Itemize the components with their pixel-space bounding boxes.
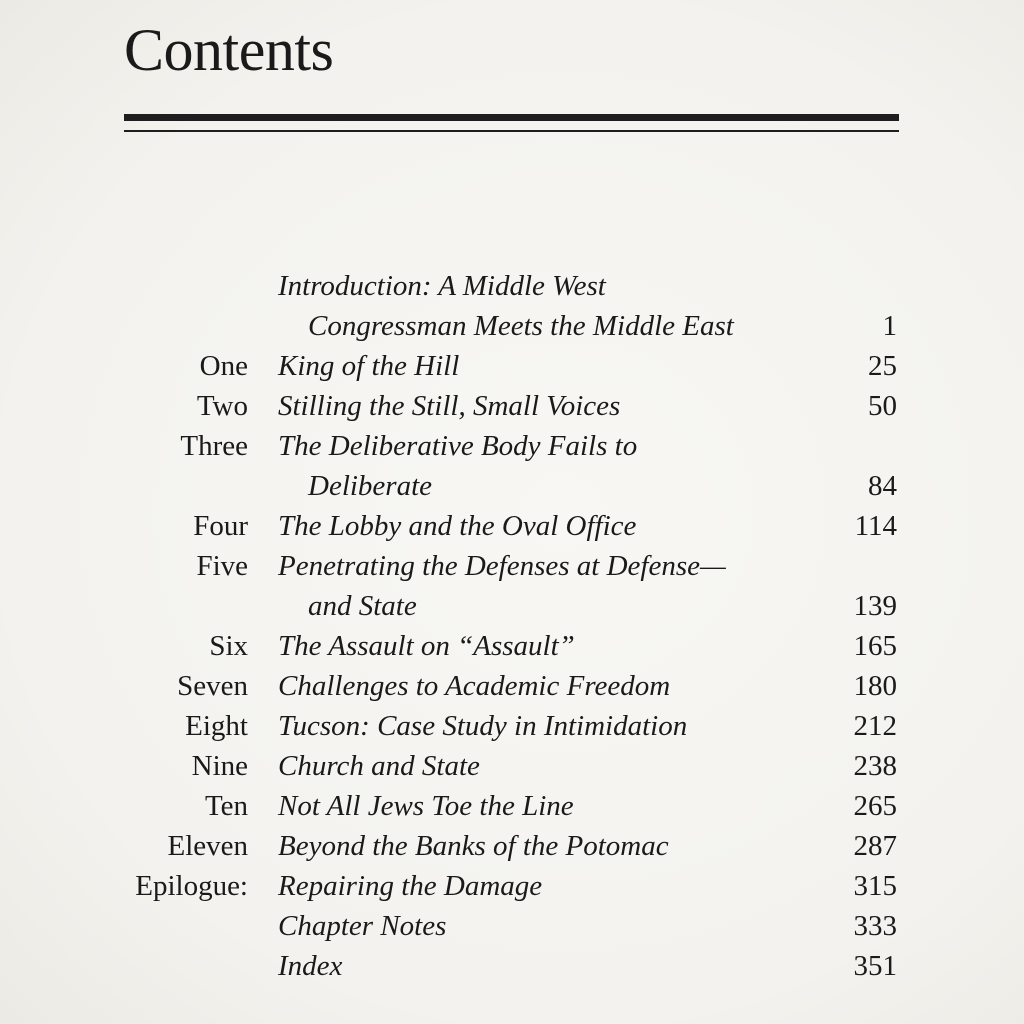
page-number: 25 bbox=[868, 350, 897, 382]
chapter-title bbox=[278, 826, 669, 866]
chapter-label: Five bbox=[196, 550, 248, 582]
toc-entry bbox=[0, 946, 1024, 986]
chapter-label: Epilogue: bbox=[135, 870, 248, 902]
page-number: 315 bbox=[853, 870, 897, 902]
table-of-contents bbox=[0, 266, 1024, 986]
chapter-title-line: Beyond the Banks of the Potomac bbox=[278, 830, 669, 862]
chapter-title-line: Repairing the Damage bbox=[278, 870, 543, 902]
chapter-title-line: Challenges to Academic Freedom bbox=[278, 670, 671, 702]
chapter-title bbox=[278, 346, 459, 386]
page-number: 333 bbox=[853, 910, 897, 942]
toc-entry bbox=[0, 626, 1024, 666]
heading-rule-thick bbox=[124, 114, 899, 121]
chapter-title-line: Tucson: Case Study in Intimidation bbox=[278, 710, 688, 742]
heading-rule-thin bbox=[124, 130, 899, 132]
toc-entry bbox=[0, 266, 1024, 346]
toc-entry bbox=[0, 386, 1024, 426]
chapter-label: One bbox=[199, 350, 248, 382]
page-number: 265 bbox=[853, 790, 897, 822]
chapter-title-continuation: and State bbox=[308, 590, 417, 622]
page-number: 238 bbox=[853, 750, 897, 782]
page-number: 212 bbox=[853, 710, 897, 742]
chapter-label: Three bbox=[180, 430, 248, 462]
page-number: 114 bbox=[854, 510, 897, 542]
page-number: 84 bbox=[868, 470, 897, 502]
toc-entry bbox=[0, 746, 1024, 786]
page-number: 287 bbox=[853, 830, 897, 862]
chapter-label: Four bbox=[193, 510, 248, 542]
chapter-label: Ten bbox=[204, 790, 248, 822]
chapter-title bbox=[278, 506, 636, 546]
page-number: 1 bbox=[882, 310, 897, 342]
chapter-title bbox=[278, 746, 480, 786]
chapter-title bbox=[278, 266, 734, 346]
page-number: 50 bbox=[868, 390, 897, 422]
chapter-title-line: King of the Hill bbox=[278, 350, 460, 382]
chapter-title-line: Introduction: A Middle West bbox=[278, 270, 606, 302]
toc-entry bbox=[0, 666, 1024, 706]
chapter-title bbox=[278, 626, 575, 666]
page-number: 139 bbox=[853, 590, 897, 622]
chapter-title bbox=[278, 946, 342, 986]
toc-entry bbox=[0, 866, 1024, 906]
page-number: 180 bbox=[853, 670, 897, 702]
contents-heading: Contents bbox=[124, 17, 334, 83]
chapter-title-line: The Assault on “Assault” bbox=[278, 630, 575, 662]
toc-entry bbox=[0, 706, 1024, 746]
toc-entry bbox=[0, 506, 1024, 546]
toc-entry bbox=[0, 546, 1024, 626]
toc-entry bbox=[0, 786, 1024, 826]
toc-entry bbox=[0, 826, 1024, 866]
chapter-title-continuation: Congressman Meets the Middle East bbox=[308, 310, 734, 342]
chapter-title bbox=[278, 426, 637, 506]
chapter-label: Nine bbox=[191, 750, 248, 782]
chapter-title-line: The Lobby and the Oval Office bbox=[278, 510, 637, 542]
chapter-title-line: Chapter Notes bbox=[278, 910, 447, 942]
chapter-title-line: Church and State bbox=[278, 750, 480, 782]
chapter-title bbox=[278, 906, 446, 946]
toc-entry bbox=[0, 426, 1024, 506]
chapter-title-line: Penetrating the Defenses at Defense— bbox=[278, 550, 726, 582]
chapter-title-line: Stilling the Still, Small Voices bbox=[278, 390, 621, 422]
chapter-label: Seven bbox=[177, 670, 248, 702]
page-number: 351 bbox=[853, 950, 897, 982]
chapter-label: Six bbox=[209, 630, 248, 662]
toc-entry bbox=[0, 906, 1024, 946]
chapter-title bbox=[278, 546, 726, 626]
chapter-label: Eleven bbox=[167, 830, 248, 862]
page-number: 165 bbox=[853, 630, 897, 662]
chapter-title bbox=[278, 866, 542, 906]
chapter-title-line: Index bbox=[278, 950, 343, 982]
chapter-title-line: Not All Jews Toe the Line bbox=[278, 790, 574, 822]
chapter-title bbox=[278, 706, 687, 746]
chapter-title-continuation: Deliberate bbox=[308, 470, 433, 502]
toc-entry bbox=[0, 346, 1024, 386]
chapter-title bbox=[278, 386, 620, 426]
chapter-title-line: The Deliberative Body Fails to bbox=[278, 430, 638, 462]
chapter-title bbox=[278, 786, 574, 826]
chapter-label: Two bbox=[196, 390, 248, 422]
chapter-title bbox=[278, 666, 670, 706]
chapter-label: Eight bbox=[185, 710, 248, 742]
